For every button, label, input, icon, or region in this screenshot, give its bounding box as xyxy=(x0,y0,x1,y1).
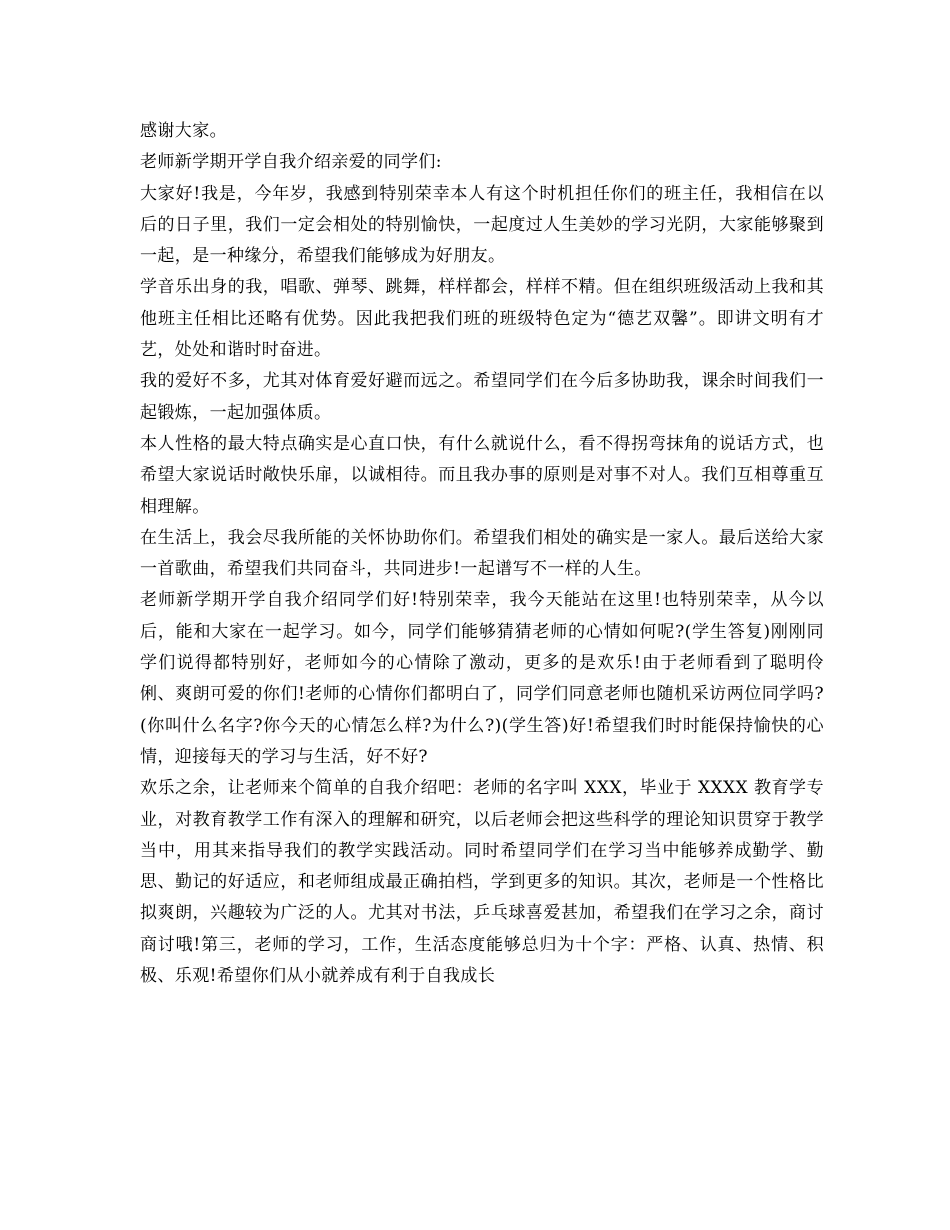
paragraph-5: 我的爱好不多，尤其对体育爱好避而远之。希望同学们在今后多协助我，课余时间我们一起锻炼，一起加强体质。 xyxy=(140,371,824,423)
paragraph-1: 感谢大家。 xyxy=(140,121,227,141)
paragraph-3: 大家好!我是，今年岁，我感到特别荣幸本人有这个时机担任你们的班主任，我相信在以后的日子里，我们一定会相处的特别愉快，一起度过人生美妙的学习光阴，大家能够聚到一起，是一种缘分，希望我们能够成为好朋友。 xyxy=(140,183,824,267)
paragraph-8: 老师新学期开学自我介绍同学们好!特别荣幸，我今天能站在这里!也特别荣幸，从今以后，能和大家在一起学习。如今，同学们能够猜猜老师的心情如何呢?(学生答复)刚刚同学们说得都特别好，老师如今的心情除了激动，更多的是欢乐!由于老师看到了聪明伶俐、爽朗可爱的你们!老师的心情你们都明白了，同学们同意老师也随机采访两位同学吗?(你叫什么名字?你今天的心情怎么样?为什么?)(学生答)好!希望我们时时能保持愉快的心情，迎接每天的学习与生活，好不好? xyxy=(140,590,824,767)
document-body xyxy=(140,116,824,992)
paragraph-6: 本人性格的最大特点确实是心直口快，有什么就说什么，看不得拐弯抹角的说话方式，也希望大家说话时敞快乐扉，以诚相待。而且我办事的原则是对事不对人。我们互相尊重互相理解。 xyxy=(140,433,824,517)
paragraph-2: 老师新学期开学自我介绍亲爱的同学们: xyxy=(140,152,442,173)
paragraph-4: 学音乐出身的我，唱歌、弹琴、跳舞，样样都会，样样不精。但在组织班级活动上我和其他班主任相比还略有优势。因此我把我们班的班级特色定为“德艺双馨”。即讲文明有才艺，处处和谐时时奋进。 xyxy=(140,277,824,361)
paragraph-7: 在生活上，我会尽我所能的关怀协助你们。希望我们相处的确实是一家人。最后送给大家一首歌曲，希望我们共同奋斗，共同进步!一起谱写不一样的人生。 xyxy=(140,527,824,580)
paragraph-9: 欢乐之余，让老师来个简单的自我介绍吧：老师的名字叫 XXX，毕业于 XXXX 教育学专业，对教育教学工作有深入的理解和研究，以后老师会把这些科学的理论知识贯穿于教学当中，用其来指导我们的教学实践活动。同时希望同学们在学习当中能够养成勤学、勤思、勤记的好适应，和老师组成最正确拍档，学到更多的知识。其次，老师是一个性格比拟爽朗，兴趣较为广泛的人。尤其对书法，乒乓球喜爱甚加，希望我们在学习之余，商讨商讨哦!第三，老师的学习，工作，生活态度能够总归为十个字：严格、认真、热情、积极、乐观!希望你们从小就养成有利于自我成长 xyxy=(140,778,824,987)
